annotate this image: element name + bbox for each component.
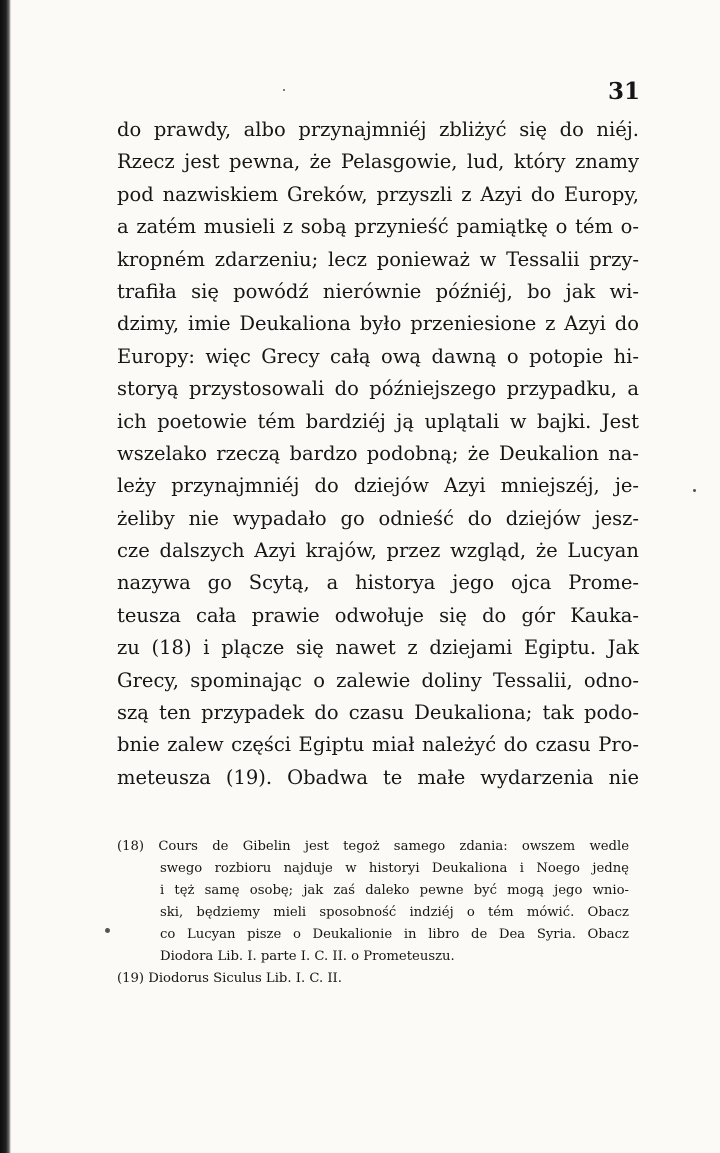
- footnote-line: i tęż samę osobę; jak zaś daleko pewne być mogą jego wnio-: [160, 883, 629, 898]
- body-line: nazywa go Scytą, a historya jego ojca Prome-: [117, 571, 639, 595]
- footnote-line: Diodora Lib. I. parte I. C. II. o Prometeuszu.: [160, 949, 455, 964]
- footnote-line: (18) Cours de Gibelin jest tegoż samego zdania: owszem wedle: [117, 839, 629, 854]
- footnotes: [117, 836, 629, 990]
- body-line: szą ten przypadek do czasu Deukaliona; tak podo-: [117, 701, 639, 725]
- body-line: żeliby nie wypadało go odnieść do dziejów jesz-: [117, 506, 639, 530]
- ink-speck: [105, 928, 110, 933]
- body-line: leży przynajmniéj do dziejów Azyi mniejszéj, je-: [117, 474, 639, 498]
- body-line: a zatém musieli z sobą przynieść pamiątkę o tém o-: [117, 215, 639, 239]
- page-number: 31: [607, 78, 640, 105]
- body-line: teusza cała prawie odwołuje się do gór Kauka-: [117, 603, 639, 627]
- body-line: Rzecz jest pewna, że Pelasgowie, lud, który znamy: [117, 150, 639, 174]
- body-line: cze dalszych Azyi krajów, przez wzgląd, że Lucyan: [117, 539, 639, 563]
- body-line: kropném zdarzeniu; lecz ponieważ w Tessalii przy-: [117, 247, 639, 271]
- footnote-line: co Lucyan pisze o Deukalionie in libro de Dea Syria. Obacz: [160, 927, 629, 942]
- binding-edge: [0, 0, 11, 1153]
- body-text: [117, 114, 639, 794]
- footnote-line: swego rozbioru najduje w historyi Deukaliona i Noego jednę: [160, 861, 629, 876]
- body-line: bnie zalew części Egiptu miał należyć do czasu Pro-: [117, 733, 639, 757]
- body-line: wszelako rzeczą bardzo podobną; że Deukalion na-: [117, 441, 639, 465]
- body-line: storyą przystosowali do późniejszego przypadku, a: [117, 377, 639, 401]
- body-line: trafiła się powódź nierównie późniéj, bo jak wi-: [117, 279, 639, 303]
- body-line: pod nazwiskiem Greków, przyszli z Azyi do Europy,: [117, 182, 639, 206]
- footnote-line: (19) Diodorus Siculus Lib. I. C. II.: [117, 971, 342, 986]
- body-line: Europy: więc Grecy całą ową dawną o potopie hi-: [117, 344, 639, 368]
- body-line: zu (18) i plącze się nawet z dziejami Egiptu. Jak: [117, 636, 639, 660]
- footnote-line: ski, będziemy mieli sposobność indziéj o tém mówić. Obacz: [160, 905, 629, 920]
- ink-speck: [283, 89, 285, 91]
- body-line: do prawdy, albo przynajmniéj zbliżyć się do niéj.: [117, 118, 639, 141]
- body-line: dzimy, imie Deukaliona było przeniesione z Azyi do: [117, 312, 639, 336]
- body-line: meteusza (19). Obadwa te małe wydarzenia nie: [117, 765, 639, 789]
- body-line: ich poetowie tém bardziéj ją uplątali w bajki. Jest: [117, 409, 639, 433]
- body-line: Grecy, spominając o zalewie doliny Tessalii, odno-: [117, 668, 639, 692]
- ink-speck: [693, 489, 696, 492]
